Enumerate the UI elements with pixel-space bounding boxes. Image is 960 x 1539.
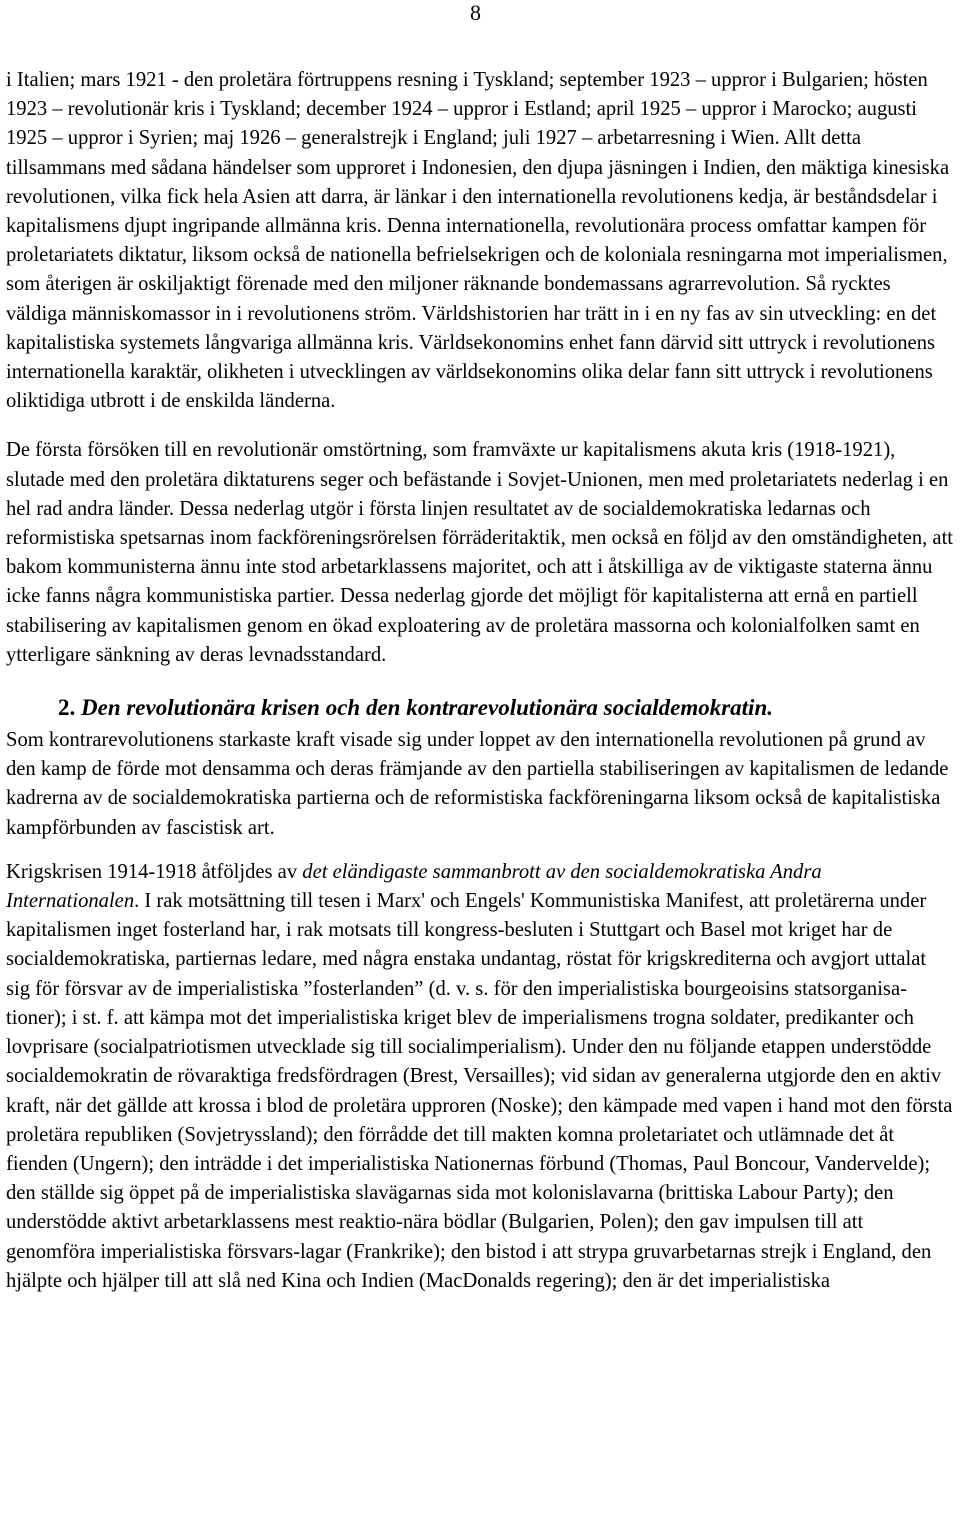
section-number: 2. — [58, 695, 76, 721]
section-title: Den revolutionära krisen och den kontrarevolutionära socialdemokratin. — [81, 695, 773, 721]
paragraph-4-emphasis: det eländigaste sammanbrott av den socialdemokratiska Andra Internationalen — [6, 860, 822, 913]
paragraph-4-lead: Krigskrisen 1914-1918 åtföljdes av — [6, 860, 303, 883]
paragraph-1: i Italien; mars 1921 - den proletära förtruppens resning i Tyskland; september 1923 – uppror i Bulgarien; hösten 1923 – revolutionär kris i Tyskland; december 1924 – uppror i Estland; april 1925 – uppror i Marocko; augusti 1925 – uppror i Syrien; maj 1926 – generalstrejk i England; juli 1927 – arbetarresning i Wien. Allt detta tillsammans med sådana händelser som upproret i Indonesien, den djupa jäsningen i Indien, den mäktiga kinesiska revolutionen, vilka fick hela Asien att darra, är länkar i den internationella revolutionens kedja, är beståndsdelar i kapitalismens djupt ingripande allmänna kris. Denna internationella, revolutionära process omfattar kampen för proletariatets diktatur, liksom också de nationella befrielsekrigen och de koloniala resningarna mot imperialismen, som återigen är oskiljaktigt förenade med den miljoner räknande bondemassans agrarrevolution. Så rycktes väldiga människomassor in i revolutionens ström. Världshistorien har trätt in i en ny fas av sin utveckling: en det kapitalistiska systemets långvariga allmänna kris. Världsekonomins enhet fann därvid sitt uttryck i revolutionens internationella karaktär, olikheten i utvecklingen av världsekonomins olika delar fann sitt uttryck i revolutionens oliktidiga utbrott i de enskilda länderna. — [6, 69, 950, 413]
document-body — [6, 66, 954, 1316]
page-number: 8 — [470, 0, 481, 25]
paragraph-4-rest: . I rak motsättning till tesen i Marx' och Engels' Kommunistiska Manifest, att proletärerna under kapitalismen inget fosterland har, i rak motsats till kongress-besluten i Stuttgart och Basel mot kriget har de socialdemokratiska, partiernas ledare, med några enstaka undantag, röstat för krigskrediterna och avgjort uttalat sig för försvar av de imperialistiska ”fosterlanden” (d. v. s. för den imperialistiska bourgeoisins statsorganisa-tioner); i st. f. att kämpa mot det imperialistiska kriget blev de imperialismens trogna soldater, predikanter och lovprisare (socialpatriotismen utvecklade sig till socialimperialism). Under den nu följande etappen understödde socialdemokratin de rövaraktiga fredsfördragen (Brest, Versailles); vid sidan av generalerna utgjorde den en aktiv kraft, när det gällde att krossa i blod de proletära upproren (Noske); den kämpade med vapen i hand mot den första proletära republiken (Sovjetryssland); den förrådde det till makten komna proletariatet och utlämnade det åt fienden (Ungern); den inträdde i det imperialistiska Nationernas förbund (Thomas, Paul Boncour, Vandervelde); den ställde sig öppet på de imperialistiska slavägarnas sida mot kolonislavarna (brittiska Labour Party); den understödde aktivt arbetarklassens mest reaktio-nära bödlar (Bulgarien, Polen); den gav impulsen till att genomföra imperialistiska försvars-lagar (Frankrike); den bistod i att strypa gruvarbetarnas strejk i England, den hjälpte och hjälper till att slå ned Kina och Indien (MacDonalds regering); den är det imperialistiska — [6, 890, 953, 1292]
paragraph-4 — [6, 858, 954, 1296]
section-heading — [58, 690, 954, 726]
paragraph-2: De första försöken till en revolutionär omstörtning, som framväxte ur kapitalismens akuta kris (1918-1921), slutade med den proletära diktaturens seger och befästande i Sovjet-Unionen, men med proletariatets nederlag i en hel rad andra länder. Dessa nederlag utgör i första linjen resultatet av de socialdemokratiska ledarnas och reformistiska spetsarnas inom fackföreningsrörelsen förräderitaktik, men också en följd av den omständigheten, att bakom kommunisterna ännu inte stod arbetarklassens majoritet, och att i åtskilliga av de viktigaste staterna ännu icke fanns några kommunistiska partier. Dessa nederlag gjorde det möjligt för kapitalisterna att ernå en partiell stabilisering av kapitalismen genom en ökad exploatering av de proletära massorna och kolonialfolken samt en ytterligare sänkning av deras levnadsstandard. — [6, 439, 954, 666]
paragraph-3: Som kontrarevolutionens starkaste kraft visade sig under loppet av den internationella revolutionen på grund av den kamp de förde mot densamma och deras främjande av den partiella stabiliseringen av kapitalismen de ledande kadrerna av de socialdemokratiska partierna och de reformistiska fackföreningarna liksom också de kapitalistiska kampförbunden av fascistisk art. — [6, 729, 949, 839]
